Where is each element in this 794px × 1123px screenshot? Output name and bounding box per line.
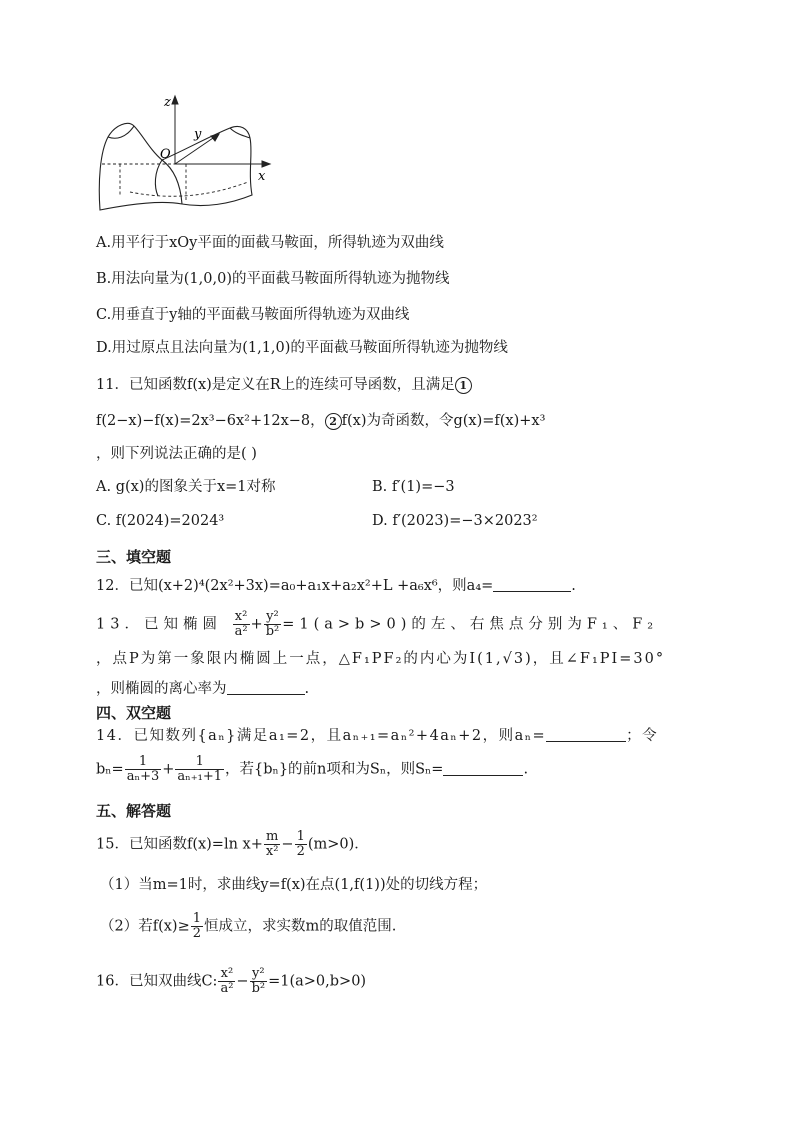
q11-stem-line1	[96, 374, 472, 396]
q15-line1: 15．已知函数f(x)=ln x+ $\frac{m}{\text{x²}}$ − $\frac{1}{2}$ (m>0)．	[96, 829, 369, 859]
q16-fraction-x: $\frac{\text{x²}}{\text{a²}}$	[220, 966, 234, 996]
q14-line1	[96, 725, 658, 747]
q14-period: .	[523, 761, 529, 778]
circled-number-1: 1	[455, 377, 472, 394]
q14-text-a: 14．已知数列{aₙ}满足a₁=2，且aₙ₊₁=aₙ²+4aₙ+2，则aₙ=	[96, 728, 547, 744]
saddle-dashed-bottom	[130, 182, 248, 196]
section-heading-solutions: 五、解答题	[96, 802, 172, 820]
q16-text-b: =1(a>0,b>0)	[268, 973, 367, 990]
q13-line3	[96, 678, 309, 700]
section-heading-double-blank: 四、双空题	[96, 704, 172, 722]
q13-answer-blank[interactable]	[227, 679, 305, 695]
q12-period: .	[571, 578, 576, 594]
saddle-front-curve	[162, 160, 182, 204]
q14-fraction-2: $\frac{1}{\text{aₙ₊₁+1}}$	[177, 754, 223, 784]
q14-text-b: ；令	[626, 728, 659, 744]
q14-text-c: ，若{bₙ}的前n项和为Sₙ，则Sₙ=	[225, 761, 444, 778]
q13-text-b: =1(a>b>0)的左、右焦点分别为F₁、F₂	[282, 616, 659, 633]
q16-fraction-y: $\frac{\text{y²}}{\text{b²}}$	[251, 966, 266, 996]
q15-part-2	[100, 912, 396, 941]
q13-line1: 13．已知椭圆 $\frac{\text{x²}}{\text{a²}}$ + $\frac{\text{y²}}{\text{b²}}$ =1(a>b>0)的左、右焦点分别为F₁、F₂	[96, 609, 659, 639]
q12-text: 12．已知(x+2)⁴(2x²+3x)=a₀+a₁x+a₂x²+L +a₆x⁶，则a₄=	[96, 578, 494, 594]
q10-option-a: A.用平行于xOy平面的面截马鞍面，所得轨迹为双曲线	[96, 235, 444, 251]
q13-text-a: 13．已知椭圆	[96, 616, 222, 633]
q10-option-d: D.用过原点且法向量为(1,1,0)的平面截马鞍面所得轨迹为抛物线	[96, 340, 508, 356]
q12-answer-blank[interactable]	[493, 576, 571, 592]
q15-part2-text-b: 恒成立，求实数m的取值范围.	[204, 918, 397, 935]
saddle-inner-curve	[155, 160, 162, 196]
axis-label-x: x	[258, 169, 266, 184]
q15-part-1: （1）当m=1时，求曲线y=f(x)在点(1,f(1))处的切线方程；	[100, 877, 488, 893]
q14-answer-blank-1[interactable]	[546, 726, 626, 742]
q14-bn-label: bₙ=	[96, 761, 124, 778]
axis-label-y: y	[194, 127, 202, 142]
q10-option-b: B.用法向量为(1,0,0)的平面截马鞍面所得轨迹为抛物线	[96, 271, 450, 287]
q11-condition-1: f(2−x)−f(x)=2x³−6x²+12x−8，	[96, 413, 325, 429]
q11-option-c: C. f(2024)=2024³	[96, 513, 225, 529]
q11-stem-text: 11．已知函数f(x)是定义在R上的连续可导函数，且满足	[96, 377, 455, 393]
q15-part2-text-a: （2）若f(x)≥	[100, 918, 190, 935]
axis-label-origin: O	[160, 147, 171, 162]
q15-text-a: 15．已知函数f(x)=ln x+	[96, 836, 263, 853]
q11-option-b: B. f′(1)=−3	[372, 479, 455, 495]
q11-stem-line2	[96, 410, 545, 432]
q15-fraction-half: $\frac{1}{2}$	[296, 829, 305, 859]
q13-fraction-x: $\frac{\text{x²}}{\text{a²}}$	[234, 609, 248, 639]
q14-line2: bₙ= $\frac{1}{\text{aₙ+3}}$ + $\frac{1}{\text{aₙ₊₁+1}}$ ，若{bₙ}的前n项和为Sₙ，则Sₙ= .	[96, 754, 529, 784]
circled-number-2: 2	[325, 413, 342, 430]
q11-option-a: A. g(x)的图象关于x=1对称	[96, 479, 276, 495]
q16-text-a: 16．已知双曲线C:	[96, 973, 218, 990]
section-heading-fill-in: 三、填空题	[96, 548, 172, 566]
q11-condition-2: f(x)为奇函数，令g(x)=f(x)+x³	[341, 413, 546, 429]
q15-part2-fraction: $\frac{1}{2}$	[192, 911, 202, 941]
x-arrow	[262, 161, 270, 167]
q12-line	[96, 575, 576, 597]
q13-period: .	[304, 681, 310, 697]
q15-text-b: (m>0)．	[307, 836, 369, 853]
q13-line2: ，点P为第一象限内椭圆上一点，△F₁PF₂的内心为I(1,√3)，且∠F₁PI=30°	[96, 651, 666, 667]
q13-fraction-y: $\frac{\text{y²}}{\text{b²}}$	[265, 609, 280, 639]
axis-label-z: z	[164, 95, 171, 110]
saddle-right-fold	[230, 128, 250, 138]
q14-fraction-1: $\frac{1}{\text{aₙ+3}}$	[126, 754, 160, 784]
q10-option-c: C.用垂直于y轴的平面截马鞍面所得轨迹为双曲线	[96, 307, 410, 323]
z-arrow	[172, 96, 178, 104]
q15-fraction-m: $\frac{m}{\text{x²}}$	[265, 829, 279, 859]
q11-stem-line3: ，则下列说法正确的是( )	[96, 446, 257, 462]
q13-text-c: ，则椭圆的离心率为	[96, 681, 227, 697]
q16-line1: 16．已知双曲线C: $\frac{\text{x²}}{\text{a²}}$ − $\frac{\text{y²}}{\text{b²}}$ =1(a>0,b>0)	[96, 966, 367, 996]
q14-answer-blank-2[interactable]	[443, 760, 523, 776]
y-arrow	[211, 134, 219, 141]
q11-option-d: D. f′(2023)=−3×2023²	[372, 513, 538, 529]
saddle-surface-figure	[90, 92, 280, 222]
